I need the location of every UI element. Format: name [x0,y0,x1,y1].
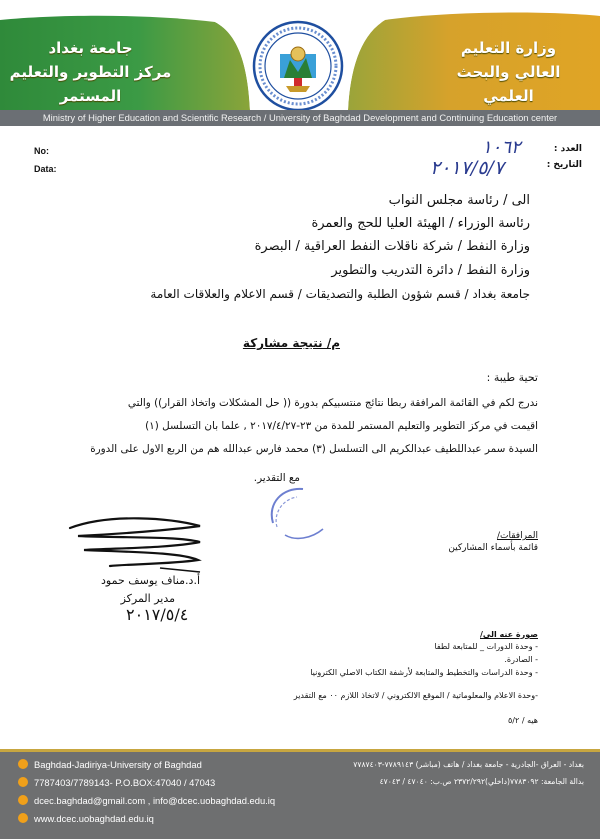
date-label: Data: [34,164,57,174]
document-number-handwritten: ١٠٦٢ [482,137,521,158]
date-ar-label: التاريخ : [546,160,582,170]
official-stamp-partial [265,483,335,543]
footer-ar-address: بغداد - العراق -الجادرية - جامعة بغداد / هاتف (مباشر) ٧٧٨٩١٤٣-٧٧٨٧٤٠٣ [353,760,584,769]
footer-ar-phones: بدالة الجامعة: ٧٧٨٣٠٩٢(داخلي)٢٣٧٢/٢٩٢ ص.ب: ٤٧٠٤٠ / ٤٧٠٤٣ [379,777,584,786]
footer-phone-text: 7787403/7789143- P.O.BOX:47040 / 47043 [34,777,216,788]
number-ar-label: العدد : [553,144,582,154]
letter-subject: م/ نتيجة مشاركة [242,336,340,350]
ribbon-english-text: Ministry of Higher Education and Scientific Research / University of Baghdad Development and Continuing Education center [42,112,558,123]
recipient-line: وزارة النفط / شركة ناقلات النفط العراقية / البصرة [254,239,530,254]
document-date-handwritten: ٢٠١٧/٥/٧ [430,157,505,179]
greeting: تحية طيبة : [486,371,538,384]
footer-email-text[interactable]: dcec.baghdad@gmail.com , info@dcec.uobaghdad.edu.iq [34,795,276,806]
reference-code: هيه / ٥/٢ [508,716,538,725]
copies-extra: -وحدة الاعلام والمعلوماتية / الموقع الالكتروني / لاتخاذ اللازم ٠٠ مع التقدير [293,691,538,700]
recipient-line: جامعة بغداد / قسم شؤون الطلبة والتصديقات / قسم الاعلام والعلاقات العامة [150,287,530,301]
center-logo-seal [250,18,346,114]
footer-accent [0,749,600,752]
attachments-label: المرافقات/ [496,531,538,541]
handwritten-signature [60,508,210,578]
body-line: اقيمت في مركز التطوير والتعليم المستمر للمدة من ٢٣-٢٠١٧/٤/٢٧ , علما بان التسلسل (١) [145,420,538,432]
footer-email [18,795,275,806]
copies-item: - وحدة الدورات _ للمتابعة لطفا [434,642,538,651]
web-icon [18,813,28,823]
copies-item: - وحدة الدراسات والتخطيط والمتابعة لأرشفة الكتاب الاصلي الكترونيا [310,668,538,677]
copies-item: - الصادرة. [504,655,538,664]
center-name: مركز التطوير والتعليم المستمر [9,63,172,105]
body-line: السيدة سمر عبداللطيف عبدالكريم الى التسلسل (٣) محمد فارس عبدالله هم من الربع الاول على الدورة [90,443,538,455]
ministry-name-block [441,36,576,108]
signatory-title: مدير المركز [120,592,175,605]
recipient-line: رئاسة الوزراء / الهيئة العليا للحج والعمرة [311,216,530,231]
university-name: جامعة بغداد [48,39,133,57]
closing: مع التقدير. [253,472,300,484]
footer-address-text: Baghdad-Jadiriya-University of Baghdad [34,759,202,770]
attachments-item: قائمة بأسماء المشاركين [448,543,538,553]
letterhead [0,0,600,126]
signature-date-handwritten: ٢٠١٧/٥/٤ [126,605,189,624]
location-icon [18,759,28,769]
recipient-line: وزارة النفط / دائرة التدريب والتطوير [331,263,530,278]
footer-web-link[interactable]: www.dcec.uobaghdad.edu.iq [34,813,154,824]
footer-web [18,813,154,824]
signatory-name: أ.د.مناف يوسف حمود [101,574,200,587]
no-label: No: [34,146,49,156]
body-line: ندرج لكم في القائمة المرافقة ربطا نتائج منتسبيكم بدورة (( حل المشكلات واتخاذ القرار)) والتي [127,397,538,409]
email-icon [18,795,28,805]
university-name-block [8,36,173,108]
footer-address [18,759,202,770]
recipient-line: الى / رئاسة مجلس النواب [388,193,530,208]
copies-label: صورة عنه الى/ [480,630,538,639]
phone-icon [18,777,28,787]
ministry-name-line2: العالي والبحث العلمي [456,63,561,105]
footer-phone [18,777,215,788]
ministry-name-line1: وزارة التعليم [460,39,557,57]
